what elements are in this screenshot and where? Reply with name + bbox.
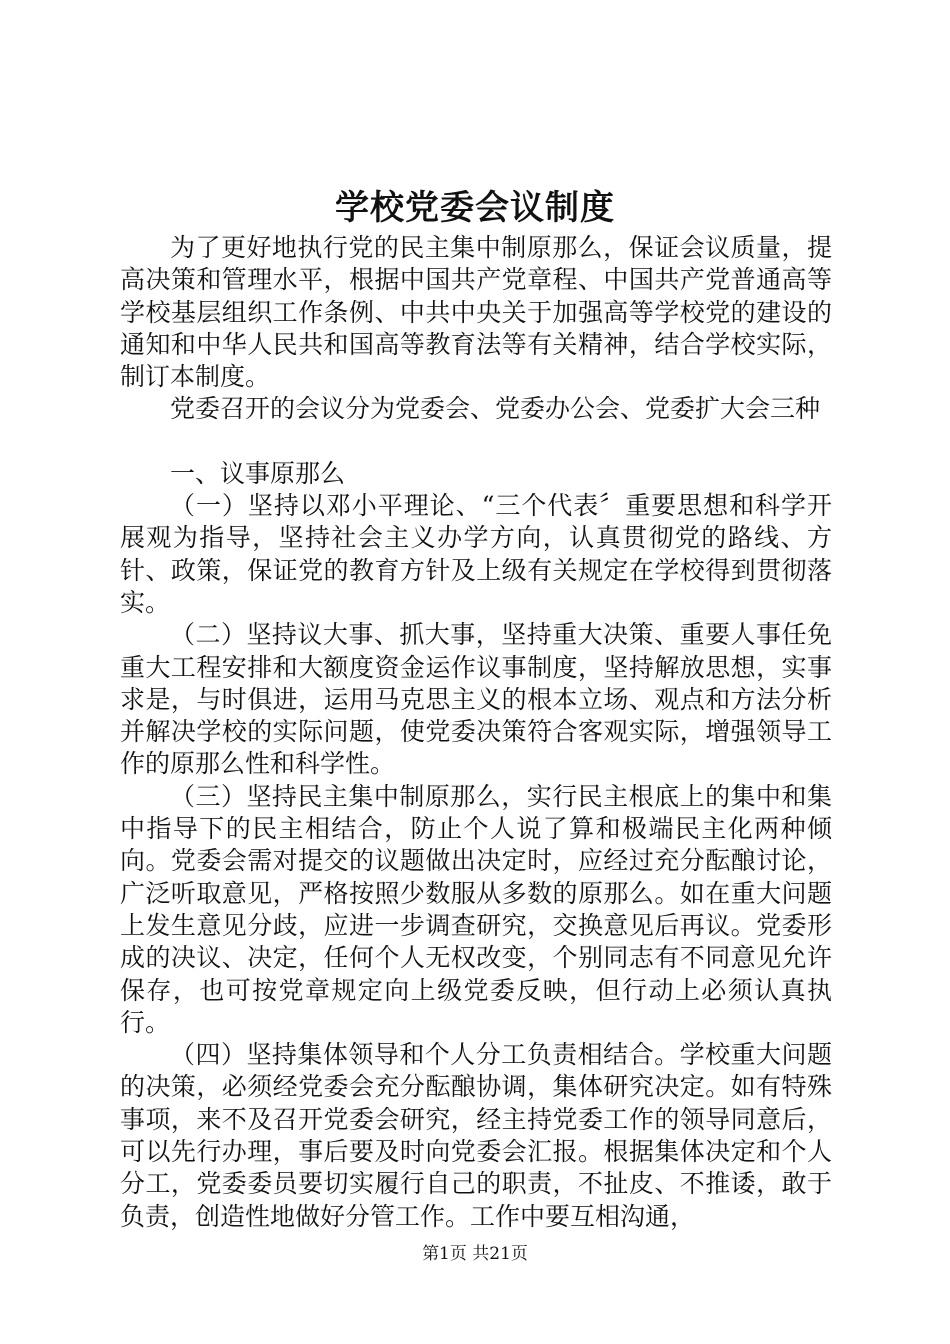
document-body	[120, 232, 832, 1233]
paragraph-principle-1: （一）坚持以邓小平理论、“三个代表〞重要思想和科学开展观为指导，坚持社会主义办学方向，认真贯彻党的路线、方针、政策，保证党的教育方针及上级有关规定在学校得到贯彻落实。	[120, 491, 832, 617]
section-heading-principles: 一、议事原那么	[170, 458, 346, 488]
paragraph-meeting-types: 党委召开的会议分为党委会、党委办公会、党委扩大会三种	[170, 394, 821, 424]
paragraph-principle-2: （二）坚持议大事、抓大事，坚持重大决策、重要人事任免重大工程安排和大额度资金运作议事制度，坚持解放思想，实事求是，与时俱进，运用马克思主义的根本立场、观点和方法分析并解决学校的实际问题，使党委决策符合客观实际，增强领导工作的原那么性和科学性。	[120, 620, 832, 779]
paragraph-principle-3: （三）坚持民主集中制原那么，实行民主根底上的集中和集中指导下的民主相结合，防止个人说了算和极端民主化两种倾向。党委会需对提交的议题做出决定时，应经过充分酝酿讨论，广泛听取意见，严格按照少数服从多数的原那么。如在重大问题上发生意见分歧，应进一步调查研究，交换意见后再议。党委形成的决议、决定，任何个人无权改变，个别同志有不同意见允许保存，也可按党章规定向上级党委反映，但行动上必须认真执行。	[120, 781, 832, 1037]
page-number-footer: 第1页 共21页	[422, 1244, 528, 1264]
paragraph-intro: 为了更好地执行党的民主集中制原那么，保证会议质量，提高决策和管理水平，根据中国共产党章程、中国共产党普通高等学校基层组织工作条例、中共中央关于加强高等学校党的建设的通知和中华人民共和国高等教育法等有关精神，结合学校实际，制订本制度。	[120, 233, 832, 392]
document-title: 学校党委会议制度	[335, 188, 615, 228]
paragraph-principle-4: （四）坚持集体领导和个人分工负责相结合。学校重大问题的决策，必须经党委会充分酝酿协调，集体研究决定。如有特殊事项，来不及召开党委会研究，经主持党委工作的领导同意后，可以先行办理，事后要及时向党委会汇报。根据集体决定和个人分工，党委委员要切实履行自己的职责，不扯皮、不推诿，敢于负责，创造性地做好分管工作。工作中要互相沟通，	[120, 1040, 832, 1231]
